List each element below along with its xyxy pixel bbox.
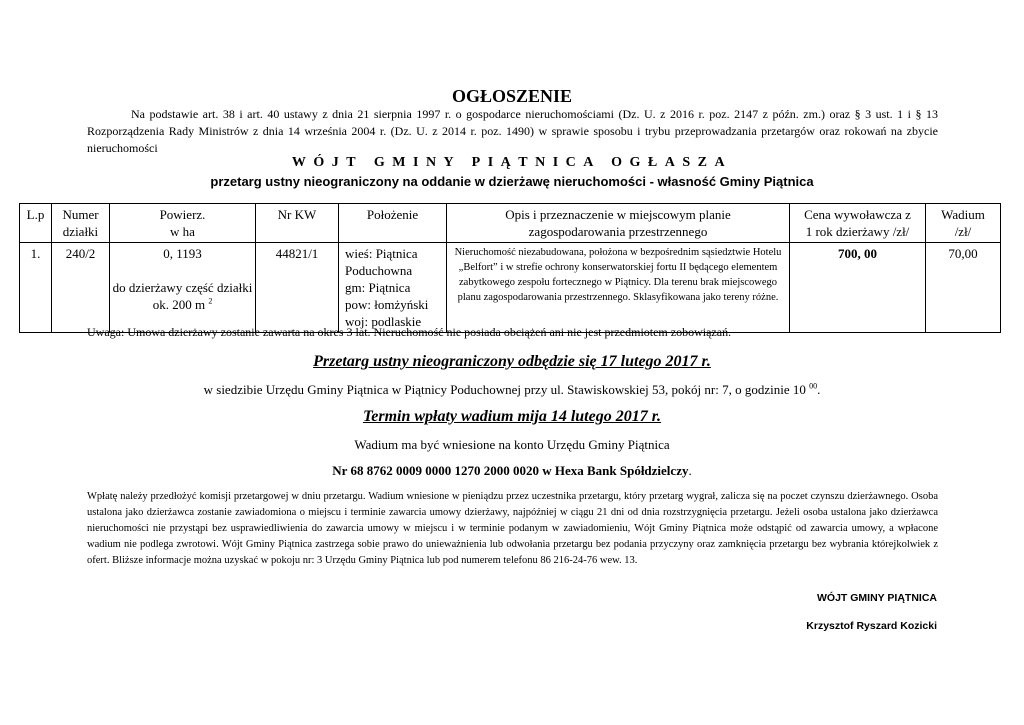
legal-basis bbox=[87, 106, 938, 157]
cell-numer: 240/2 bbox=[52, 243, 110, 333]
auction-location: w siedzibie Urzędu Gminy Piątnica w Piątnicy Poduchownej przy ul. Stawiskowskiej 53, pokój nr: 7, o godzinie 10 $^{00}$. bbox=[203, 381, 821, 397]
deposit-info: Wadium ma być wniesione na konto Urzędu Gminy Piątnica bbox=[354, 437, 670, 452]
table-row bbox=[20, 243, 1001, 333]
header-numer: Numer działki bbox=[52, 204, 110, 243]
header-nrkw: Nr KW bbox=[256, 204, 339, 243]
header-polozenie: Położenie bbox=[339, 204, 447, 243]
cell-powierz: 0, 1193 do dzierżawy część działki ok. 200 m $^2$ bbox=[110, 243, 256, 333]
document-title: OGŁOSZENIE bbox=[451, 86, 573, 106]
cell-nrkw: 44821/1 bbox=[256, 243, 339, 333]
lease-note: Uwaga: Umowa dzierżawy zostanie zawarta na okres 3 lat. Nieruchomość nie posiada obciążeń ani nie jest przedmiotem zobowiązań. bbox=[87, 325, 732, 339]
announcement-subtitle: przetarg ustny nieograniczony na oddanie w dzierżawę nieruchomości - własność Gminy Piątnica bbox=[210, 174, 814, 189]
header-cena: Cena wywoławcza z 1 rok dzierżawy /zł/ bbox=[790, 204, 926, 243]
cell-cena: 700, 00 bbox=[790, 243, 926, 333]
header-wadium: Wadium /zł/ bbox=[926, 204, 1001, 243]
announcer-line: WÓJT GMINY PIĄTNICA OGŁASZA bbox=[291, 155, 733, 170]
header-opis: Opis i przeznaczenie w miejscowym planie zagospodarowania przestrzennego bbox=[447, 204, 790, 243]
cell-polozenie: wieś: Piątnica Poduchowna gm: Piątnica pow: łomżyński woj: podlaskie bbox=[339, 243, 447, 333]
property-table bbox=[19, 203, 1001, 333]
signature-title: WÓJT GMINY PIĄTNICA bbox=[817, 592, 937, 604]
table-header-row bbox=[20, 204, 1001, 243]
auction-date: Przetarg ustny nieograniczony odbędzie się 17 lutego 2017 r. bbox=[313, 353, 711, 370]
area-value: 0, 1193 bbox=[163, 246, 202, 261]
cell-opis: Nieruchomość niezabudowana, położona w bezpośrednim sąsiedztwie Hotelu „Belfort” i w strefie ochrony konserwatorskiej fortu II będącego elementem zabytkowego zespołu fortecznego w Piątnicy. Dla terenu brak miejscowego planu zagospodarowania przestrzennego. Sklasyfikowana jako tereny różne. bbox=[447, 243, 790, 333]
header-powierz: Powierz. w ha bbox=[110, 204, 256, 243]
auction-rules: Wpłatę należy przedłożyć komisji przetargowej w dniu przetargu. Wadium wniesione w pieniądzu przez uczestnika przetargu, który przetarg wygrał, zalicza się na poczet czynszu dzierżawnego. Osoba ustalona jako dzierżawca zostanie zawiadomiona o miejscu i terminie zawarcia umowy dzierżawy, najpóźniej w ciągu 21 dni od dnia rozstrzygnięcia przetargu. Jeżeli osoba ustalona jako dzierżawca nieruchomości nie przystąpi bez usprawiedliwienia do zawarcia umowy w miejscu i w terminie podanym w zawiadomieniu, Wójt Gminy Piątnica może odstąpić od zawarcia umowy, a wpłacone wadium nie podlega zwrotowi. Wójt Gminy Piątnica zastrzega sobie prawo do unieważnienia lub odwołania przetargu bez podania przyczyny oraz zamknięcia przetargu bez wybrania którejkolwiek z ofert. Bliższe informacje można uzyskać w pokoju nr: 3 Urzędu Gminy Piątnica lub pod numerem telefonu 86 216-24-76 wew. 13. bbox=[87, 491, 938, 566]
cell-lp: 1. bbox=[20, 243, 52, 333]
header-lp: L.p bbox=[20, 204, 52, 243]
cell-wadium: 70,00 bbox=[926, 243, 1001, 333]
signature-name: Krzysztof Ryszard Kozicki bbox=[806, 620, 937, 632]
legal-basis-text: Na podstawie art. 38 i art. 40 ustawy z dnia 21 sierpnia 1997 r. o gospodarce nieruchomościami (Dz. U. z 2016 r. poz. 2147 z późn. zm.) oraz § 3 ust. 1 i § 13 Rozporządzenia Rady Ministrów z dnia 14 września 2004 r. (Dz. U. z 2014 r. poz. 1490) w sprawie sposobu i trybu przeprowadzania przetargów oraz rokowań na zbycie nieruchomości bbox=[87, 107, 938, 155]
deposit-deadline: Termin wpłaty wadium mija 14 lutego 2017 r. bbox=[362, 408, 662, 425]
area-note: do dzierżawy część działki ok. 200 m bbox=[112, 280, 253, 312]
bank-account: Nr 68 8762 0009 0000 1270 2000 0020 w Hexa Bank Spółdzielczy. bbox=[332, 463, 692, 478]
